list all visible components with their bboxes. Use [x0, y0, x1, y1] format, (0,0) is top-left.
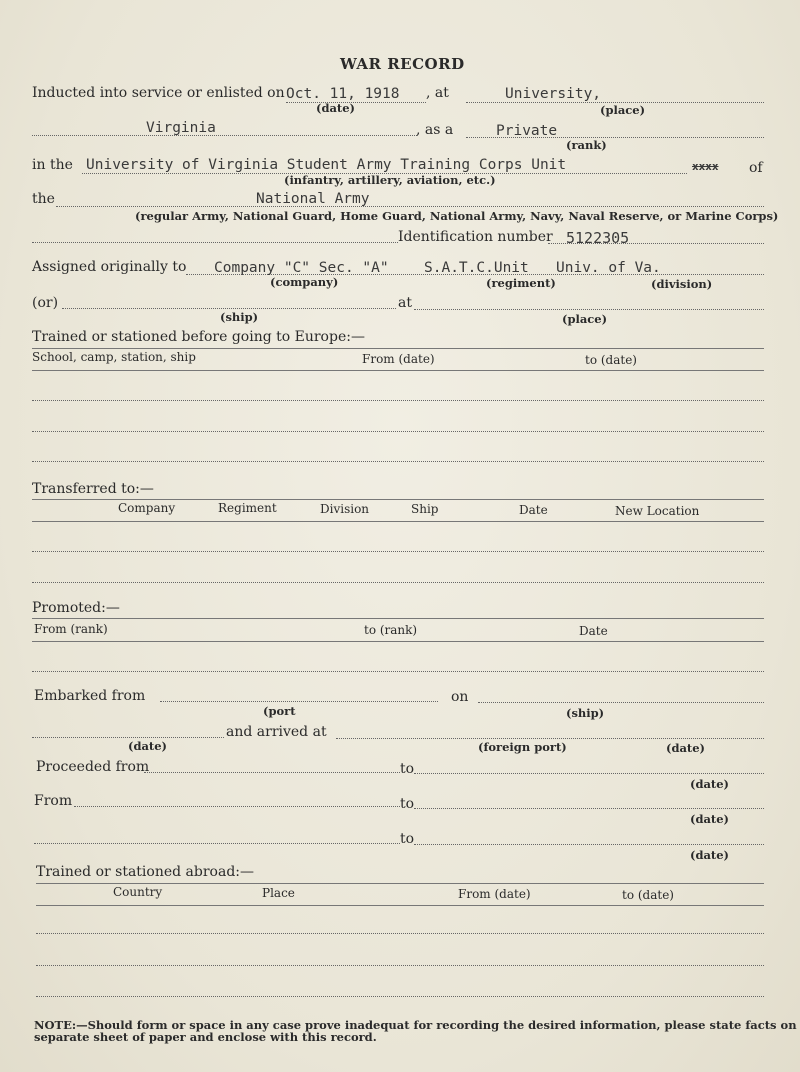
col-place: Place	[262, 886, 295, 900]
col-abroad-from: From (date)	[458, 887, 531, 901]
caption-port: (port	[263, 704, 296, 718]
the-label: the	[32, 191, 55, 207]
form-title: WAR RECORD	[340, 55, 465, 73]
caption-ship: (ship)	[220, 310, 259, 324]
col-ship: Ship	[411, 502, 439, 516]
col-abroad-to: to (date)	[622, 888, 674, 902]
embarked-label: Embarked from	[34, 688, 146, 704]
regiment-value: S.A.T.C.Unit	[424, 260, 529, 276]
col-company: Company	[118, 501, 176, 515]
promoted-heading: Promoted:—	[32, 600, 120, 616]
induction-date: Oct. 11, 1918	[286, 86, 400, 102]
on-label: on	[451, 689, 469, 705]
trained-abroad-heading: Trained or stationed abroad:—	[36, 864, 254, 880]
struck-section-text: xxxx	[692, 160, 719, 173]
army-value: National Army	[256, 191, 370, 207]
col-division: Division	[320, 502, 370, 516]
caption-arrive-date: (date)	[666, 741, 706, 755]
col-to-date: to (date)	[585, 353, 637, 367]
caption-regiment: (regiment)	[486, 276, 556, 290]
col-from-date: From (date)	[362, 352, 435, 366]
company-value: Company "C" Sec. "A"	[214, 260, 389, 276]
in-the-label: in the	[32, 157, 73, 173]
unit-value: University of Virginia Student Army Training Corps Unit	[86, 157, 567, 173]
caption-company: (company)	[270, 275, 339, 289]
col-date: Date	[519, 503, 548, 517]
arrived-label: and arrived at	[226, 724, 327, 740]
induction-place: University,	[505, 86, 602, 102]
col-school: School, camp, station, ship	[32, 350, 196, 364]
col-promo-date: Date	[579, 624, 608, 638]
inducted-label: Inducted into service or enlisted on	[32, 85, 285, 101]
caption-foreign-port: (foreign port)	[478, 740, 567, 754]
caption-rank: (rank)	[566, 138, 607, 152]
col-country: Country	[113, 885, 163, 899]
caption-place: (place)	[600, 103, 646, 117]
of-label: of	[749, 160, 763, 176]
transferred-heading: Transferred to:—	[32, 481, 154, 497]
as-a-label: , as a	[416, 122, 454, 138]
extra-to-label: to	[400, 831, 415, 847]
caption-extra-date: (date)	[690, 848, 730, 862]
comma-at-label: , at	[426, 85, 449, 101]
induction-place-cont: Virginia	[146, 120, 216, 136]
col-to-rank: to (rank)	[364, 623, 418, 637]
assigned-label: Assigned originally to	[32, 259, 187, 275]
caption-proceeded-date: (date)	[690, 777, 730, 791]
caption-place-2: (place)	[562, 312, 608, 326]
caption-date: (date)	[316, 101, 356, 115]
at-label: at	[398, 295, 412, 311]
caption-service: (regular Army, National Guard, Home Guard, National Army, Navy, Naval Reserve, or Marine Corps)	[135, 209, 779, 223]
proceeded-to-label: to	[400, 761, 415, 777]
col-regiment: Regiment	[218, 501, 277, 515]
trained-before-heading: Trained or stationed before going to Europe:—	[32, 329, 365, 345]
note-line-2: separate sheet of paper and enclose with this record.	[34, 1030, 377, 1044]
identification-number: 5122305	[566, 229, 630, 247]
caption-division: (division)	[651, 277, 713, 291]
col-from-rank: From (rank)	[34, 622, 108, 636]
from-to-label: to	[400, 796, 415, 812]
from-label: From	[34, 793, 73, 809]
proceeded-label: Proceeded from	[36, 759, 150, 775]
or-label: (or)	[32, 295, 59, 311]
col-new-location: New Location	[615, 504, 700, 518]
caption-from-date: (date)	[690, 812, 730, 826]
rank-value: Private	[496, 123, 558, 139]
identification-label: Identification number	[398, 229, 553, 245]
caption-branch: (infantry, artillery, aviation, etc.)	[284, 173, 496, 187]
caption-embark-date: (date)	[128, 739, 168, 753]
division-value: Univ. of Va.	[556, 260, 661, 276]
note-line-1: NOTE:—Should form or space in any case prove inadequat for recording the desired information, please state facts on	[34, 1018, 797, 1032]
caption-ship-2: (ship)	[566, 706, 605, 720]
